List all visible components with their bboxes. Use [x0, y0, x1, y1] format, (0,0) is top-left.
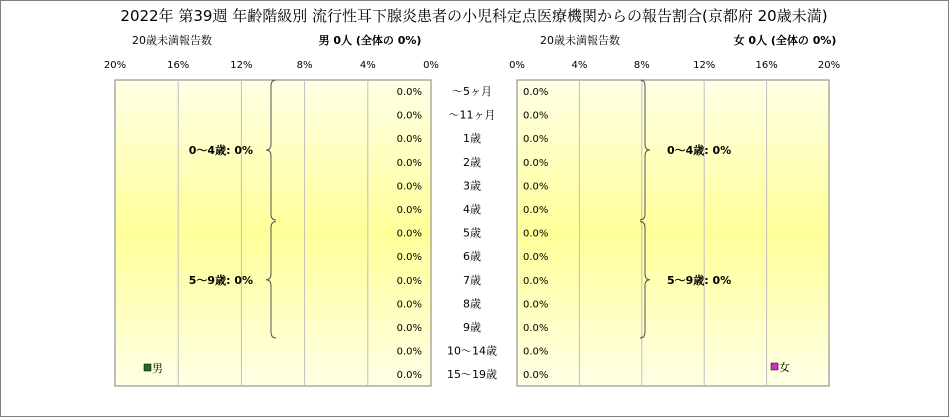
right-tick-label: 8%: [633, 60, 650, 71]
right-value-label: 0.0%: [523, 370, 549, 382]
category-label: 7歳: [463, 273, 481, 287]
left-group-label: 5〜9歳: 0%: [188, 273, 253, 287]
left-legend-swatch: [144, 364, 151, 371]
left-value-label: 0.0%: [396, 205, 422, 216]
left-tick-label: 0%: [423, 60, 439, 71]
category-label: 〜5ヶ月: [452, 85, 492, 98]
left-tick-label: 8%: [296, 60, 313, 71]
left-value-label: 0.0%: [396, 346, 422, 358]
right-header: 女 0人 (全体の 0%): [733, 34, 837, 47]
right-value-label: 0.0%: [523, 346, 549, 358]
right-value-label: 0.0%: [523, 181, 549, 193]
category-label: 6歳: [463, 250, 481, 264]
category-label: 10〜14歳: [447, 344, 497, 358]
right-value-label: 0.0%: [523, 87, 549, 98]
left-value-label: 0.0%: [396, 370, 422, 382]
right-tick-label: 4%: [571, 60, 588, 71]
left-value-label: 0.0%: [396, 157, 422, 169]
category-label: 4歳: [463, 203, 481, 216]
right-legend-swatch: [771, 363, 778, 370]
right-value-label: 0.0%: [523, 299, 549, 311]
left-value-label: 0.0%: [396, 134, 422, 146]
left-tick-label: 12%: [230, 60, 253, 71]
left-value-label: 0.0%: [396, 275, 422, 287]
right-tick-label: 12%: [693, 60, 716, 71]
right-group-label: 0〜4歳: 0%: [667, 144, 732, 157]
left-header: 男 0人 (全体の 0%): [318, 34, 422, 47]
category-label: 9歳: [463, 321, 481, 334]
left-legend-label: 男: [152, 362, 163, 375]
left-value-label: 0.0%: [396, 181, 422, 193]
category-label: 8歳: [463, 297, 481, 311]
right-value-label: 0.0%: [523, 134, 549, 146]
right-value-label: 0.0%: [523, 205, 549, 216]
right-value-label: 0.0%: [523, 228, 549, 240]
right-tick-label: 16%: [755, 60, 778, 71]
category-label: 2歳: [463, 155, 481, 169]
left-value-label: 0.0%: [396, 110, 422, 122]
right-tick-label: 20%: [817, 60, 841, 71]
category-label: 〜11ヶ月: [448, 108, 496, 122]
left-value-label: 0.0%: [396, 228, 422, 240]
left-subtitle: 20歳未満報告数: [132, 34, 212, 47]
category-label: 1歳: [463, 132, 481, 146]
right-plot-area: [517, 80, 829, 386]
left-value-label: 0.0%: [396, 87, 422, 98]
category-label: 15〜19歳: [447, 368, 497, 382]
right-value-label: 0.0%: [523, 323, 549, 334]
left-group-label: 0〜4歳: 0%: [188, 144, 253, 157]
left-value-label: 0.0%: [396, 323, 422, 334]
right-value-label: 0.0%: [523, 157, 549, 169]
left-tick-label: 20%: [103, 60, 127, 71]
left-tick-label: 16%: [167, 60, 190, 71]
right-subtitle: 20歳未満報告数: [540, 34, 620, 47]
left-value-label: 0.0%: [396, 299, 422, 311]
chart-title: 2022年 第39週 年齢階級別 流行性耳下腺炎患者の小児科定点医療機関からの報告割合(京都府 20歳未満): [120, 7, 828, 25]
right-tick-label: 0%: [509, 60, 525, 71]
right-value-label: 0.0%: [523, 252, 549, 264]
right-legend-label: 女: [779, 361, 790, 374]
category-label: 3歳: [463, 179, 481, 193]
right-group-label: 5〜9歳: 0%: [667, 273, 732, 287]
left-plot-area: [115, 80, 431, 386]
category-label: 5歳: [463, 226, 481, 240]
left-tick-label: 4%: [359, 60, 376, 71]
right-value-label: 0.0%: [523, 275, 549, 287]
left-value-label: 0.0%: [396, 252, 422, 264]
right-value-label: 0.0%: [523, 110, 549, 122]
